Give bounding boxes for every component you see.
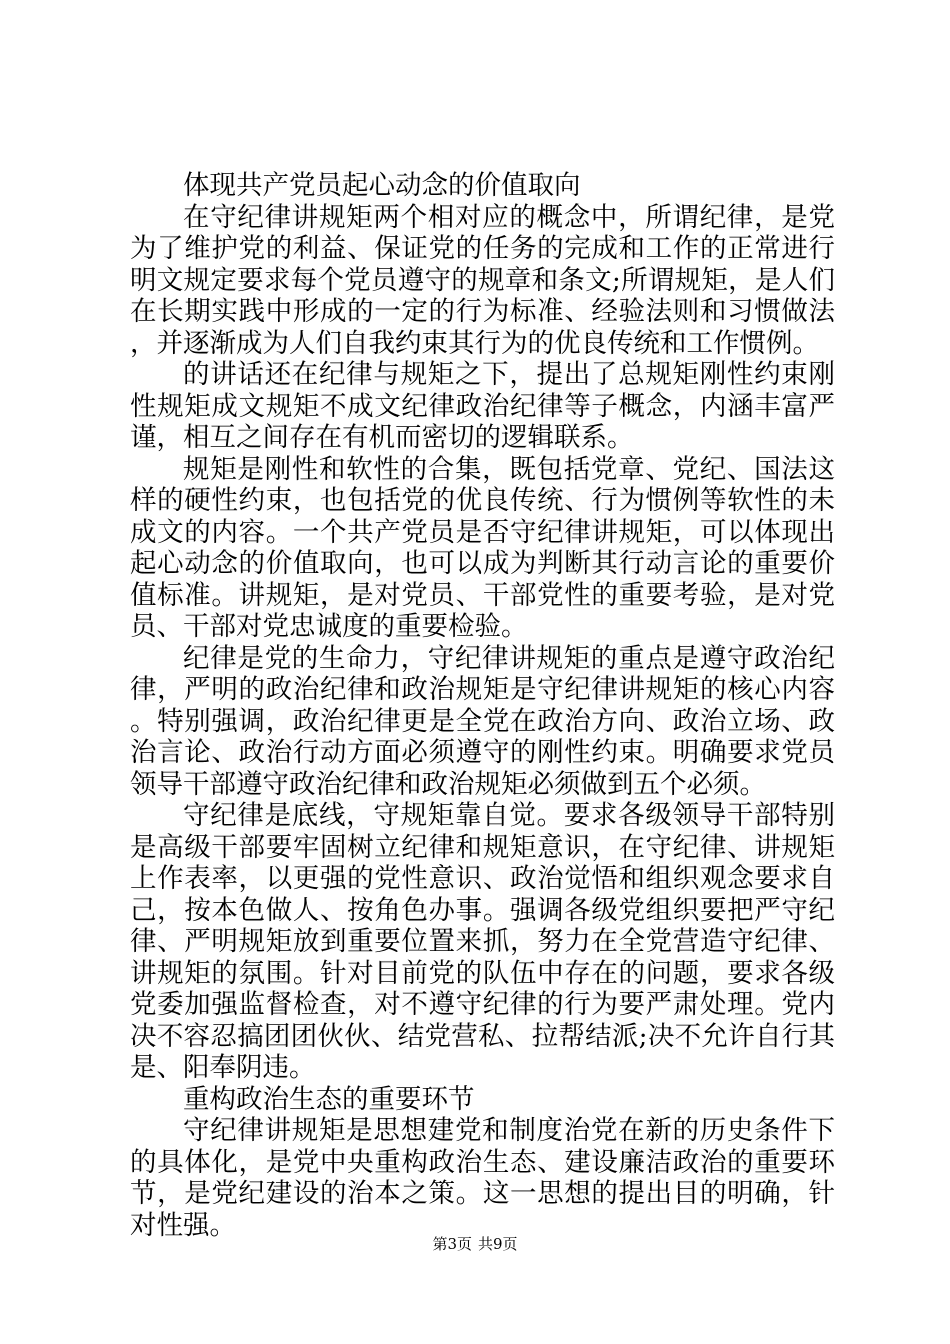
page-number: 第3页 (432, 1235, 472, 1253)
body-paragraph: 守纪律是底线，守规矩靠自觉。要求各级领导干部特别是高级干部要牢固树立纪律和规矩意识，在守纪律、讲规矩上作表率，以更强的党性意识、政治觉悟和组织观念要求自己，按本色做人、按角色办事。强调各级党组织要把严守纪律、严明规矩放到重要位置来抓，努力在全党营造守纪律、讲规矩的氛围。针对目前党的队伍中存在的问题，要求各级党委加强监督检查，对不遵守纪律的行为要严肃处理。党内决不容忍搞团团伙伙、结党营私、拉帮结派;决不允许自行其是、阳奉阴违。 (130, 800, 835, 1083)
page-footer (0, 1234, 950, 1254)
body-paragraph: 纪律是党的生命力，守纪律讲规矩的重点是遵守政治纪律，严明的政治纪律和政治规矩是守纪律讲规矩的核心内容。特别强调，政治纪律更是全党在政治方向、政治立场、政治言论、政治行动方面必须遵守的刚性约束。明确要求党员领导干部遵守政治纪律和政治规矩必须做到五个必须。 (130, 642, 835, 800)
body-paragraph: 守纪律讲规矩是思想建党和制度治党在新的历史条件下的具体化，是党中央重构政治生态、建设廉洁政治的重要环节，是党纪建设的治本之策。这一思想的提出目的明确，针对性强。 (130, 1115, 835, 1241)
body-paragraph: 的讲话还在纪律与规矩之下，提出了总规矩刚性约束刚性规矩成文规矩不成文纪律政治纪律等子概念，内涵丰富严谨，相互之间存在有机而密切的逻辑联系。 (130, 359, 835, 453)
page-total: 共9页 (478, 1235, 518, 1253)
body-paragraph: 规矩是刚性和软性的合集，既包括党章、党纪、国法这样的硬性约束，也包括党的优良传统、行为惯例等软性的未成文的内容。一个共产党员是否守纪律讲规矩，可以体现出起心动念的价值取向，也可以成为判断其行动言论的重要价值标准。讲规矩，是对党员、干部党性的重要考验，是对党员、干部对党忠诚度的重要检验。 (130, 453, 835, 642)
body-paragraph: 在守纪律讲规矩两个相对应的概念中，所谓纪律，是党为了维护党的利益、保证党的任务的完成和工作的正常进行明文规定要求每个党员遵守的规章和条文;所谓规矩，是人们在长期实践中形成的一定的行为标准、经验法则和习惯做法，并逐渐成为人们自我约束其行为的优良传统和工作惯例。 (130, 201, 835, 359)
section-heading: 体现共产党员起心动念的价值取向 (183, 170, 581, 201)
document-body (130, 170, 835, 1241)
section-heading: 重构政治生态的重要环节 (183, 1083, 475, 1115)
